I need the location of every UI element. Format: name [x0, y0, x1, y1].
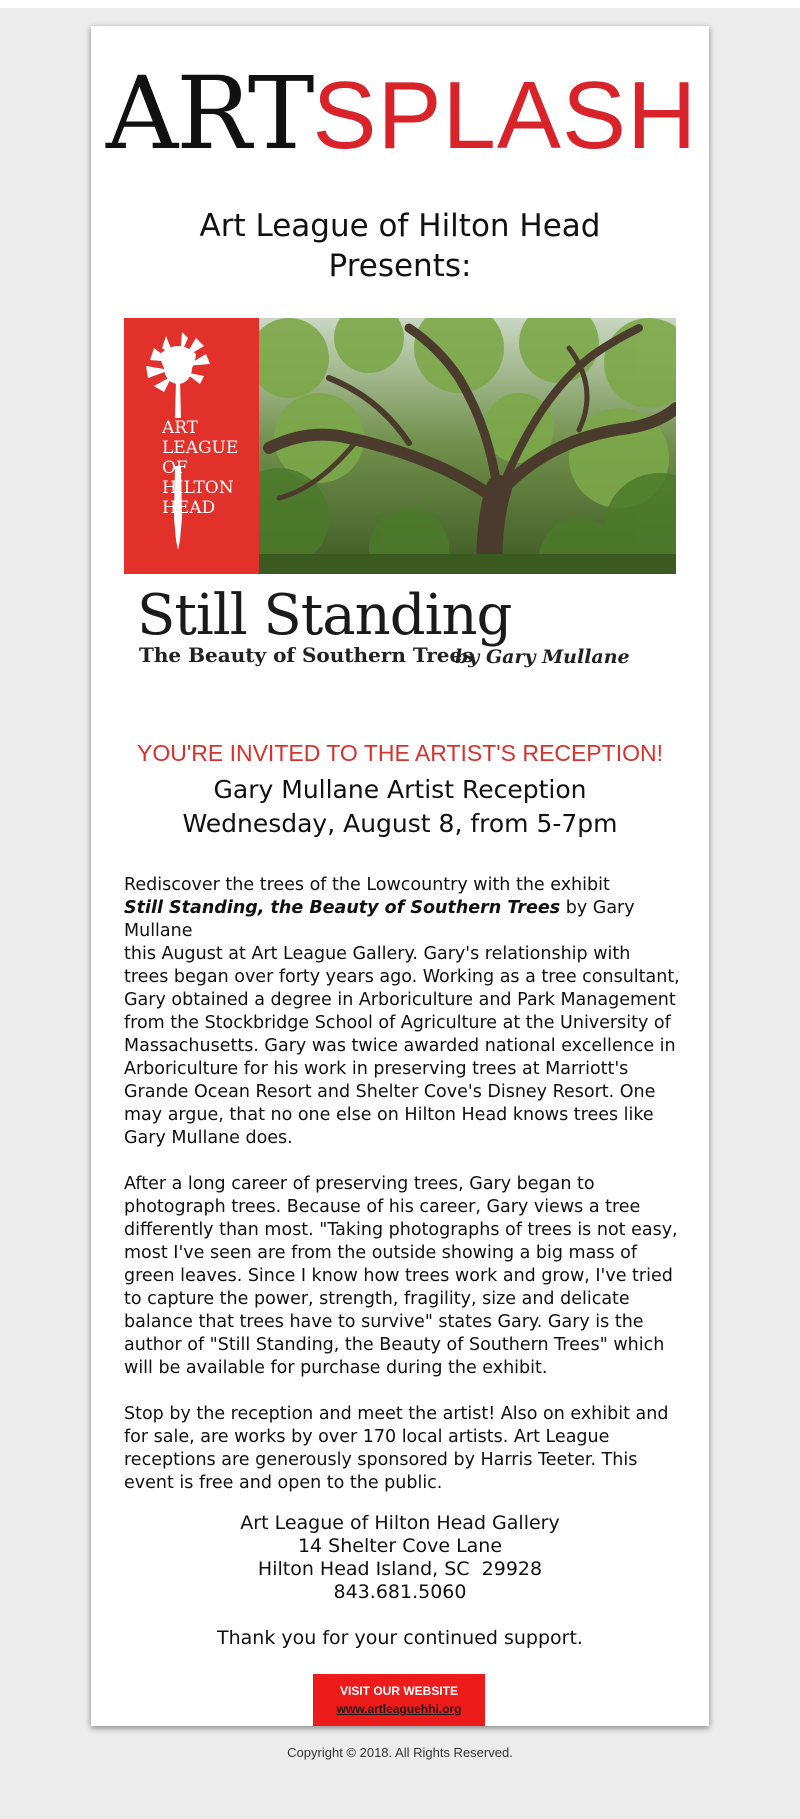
artsplash-wordmark [106, 56, 696, 171]
paragraph-1 [124, 874, 680, 1150]
reception-details [91, 773, 709, 841]
wordmark-splash: SPLASH [312, 62, 698, 169]
presents-line-1: Art League of Hilton Head [199, 208, 601, 244]
logo-line-4: HEAD [162, 498, 216, 518]
gallery-street: 14 Shelter Cove Lane [297, 1535, 503, 1557]
oak-tree-photo [259, 318, 676, 574]
art-league-logo-text [162, 418, 257, 518]
gallery-name: Art League of Hilton Head Gallery [240, 1512, 560, 1534]
gallery-phone: 843.681.5060 [333, 1581, 467, 1603]
exhibit-byline: by Gary Mullane [455, 646, 630, 668]
logo-line-1: ART [162, 418, 199, 438]
copyright-footer: Copyright © 2018. All Rights Reserved. [287, 1745, 513, 1760]
p1-intro: Rediscover the trees of the Lowcountry with the exhibit [124, 875, 610, 895]
logo-line-3: OF HILTON [162, 458, 234, 498]
visit-website-label: VISIT OUR WEBSITE [339, 1684, 458, 1698]
wordmark-art: ART [106, 55, 313, 172]
top-band [0, 0, 800, 8]
body-text [124, 874, 680, 1518]
logo-line-2: LEAGUE [162, 438, 239, 458]
gallery-address [91, 1512, 709, 1604]
presents-line-2: Presents: [328, 248, 472, 284]
p1-byline: by Gary Mullane [124, 898, 635, 941]
reception-title: Gary Mullane Artist Reception [213, 775, 587, 804]
reception-date: Wednesday, August 8, from 5-7pm [182, 809, 618, 838]
paragraph-3: Stop by the reception and meet the artist! Also on exhibit and for sale, are works by over 170 local artists. Art League receptions are generously sponsored by Harris Teeter. This event is free and open to the public. [124, 1404, 669, 1493]
thank-you-text: Thank you for your continued support. [217, 1627, 583, 1649]
gallery-city: Hilton Head Island, SC 29928 [257, 1558, 543, 1580]
paragraph-2: After a long career of preserving trees, Gary began to photograph trees. Because of his career, Gary views a tree differently than most. "Taking photographs of trees is not easy, most I've seen are from the outside showing a big mass of green leaves. Since I know how trees work and grow, I've tried to capture the power, strength, fragility, size and delicate balance that trees have to survive" states Gary. Gary is the author of "Still Standing, the Beauty of Southern Trees" which will be available for purchase during the exhibit. [124, 1174, 678, 1378]
exhibit-subtitle: The Beauty of Southern Trees [139, 643, 474, 667]
visit-website-button[interactable] [313, 1674, 485, 1726]
website-link[interactable]: www.artleaguehhi.org [336, 1702, 462, 1716]
exhibit-title: Still Standing [137, 583, 512, 648]
p1-rest: this August at Art League Gallery. Gary's relationship with trees began over forty years ago. Working as a tree consultant, Gary obtained a degree in Arboriculture and Park Management from the Stockbridge School of Agriculture at the University of Massachusetts. Gary was twice awarded national excellence in Arboriculture for his work in preserving trees at Marriott's Grande Ocean Resort and Shelter Cove's Disney Resort. One may argue, that no one else on Hilton Head knows trees like Gary Mullane does. [124, 944, 680, 1148]
email-card [91, 26, 709, 1726]
p1-exhibit-title: Still Standing, the Beauty of Southern Trees [124, 898, 561, 918]
presents-heading [91, 206, 709, 286]
art-league-logo-panel [124, 318, 259, 574]
invite-headline: YOU'RE INVITED TO THE ARTIST'S RECEPTION! [137, 740, 663, 766]
exhibit-banner [124, 318, 676, 574]
